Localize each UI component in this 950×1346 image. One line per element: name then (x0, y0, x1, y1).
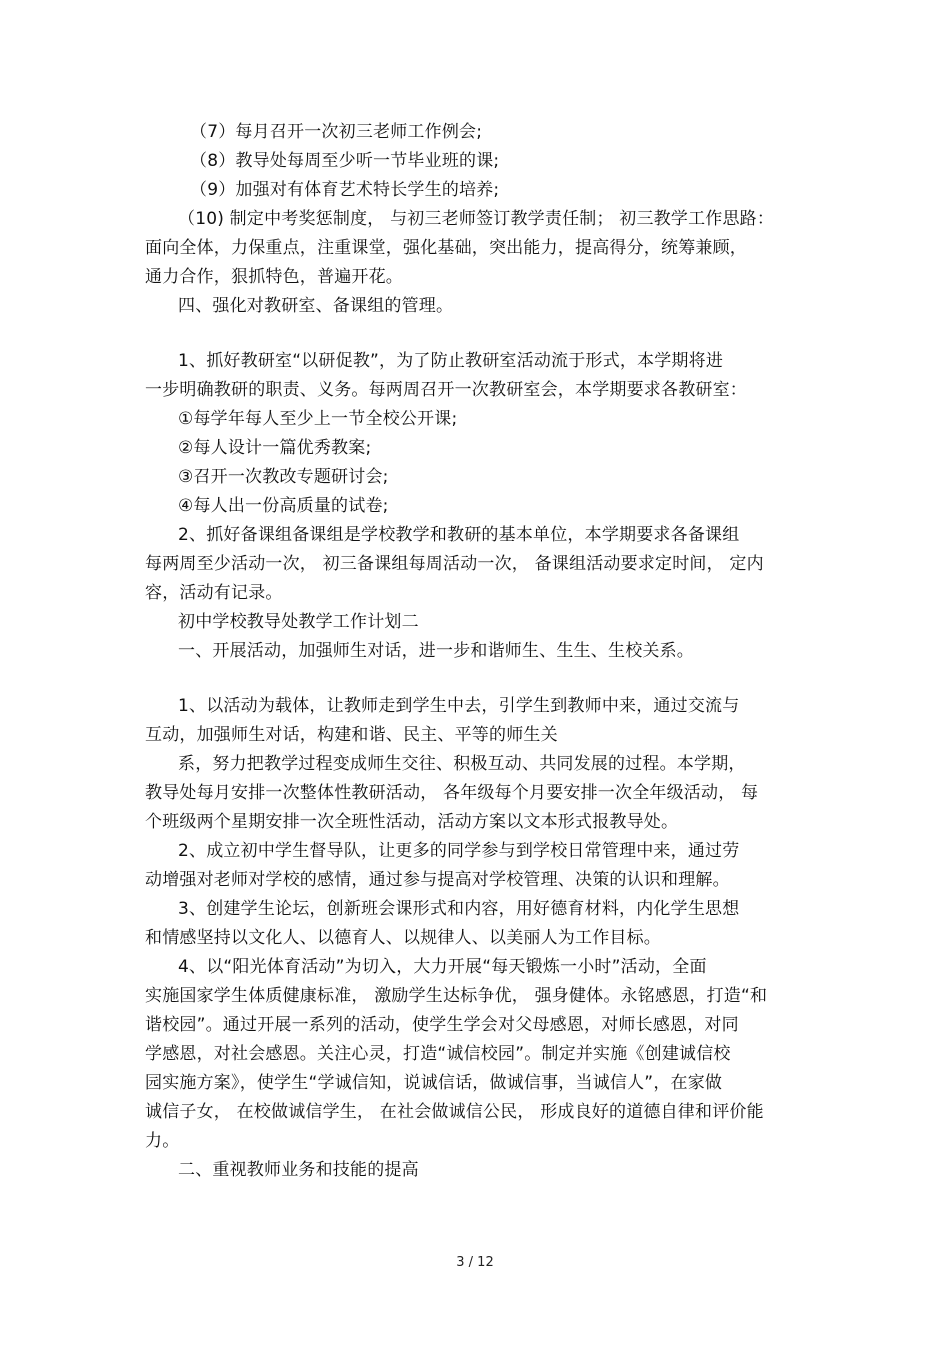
text-line: 个班级两个星期安排一次全班性活动，活动方案以文本形式报教导处。 (145, 812, 679, 832)
section-heading: 二、重视教师业务和技能的提高 (178, 1160, 419, 1180)
text-line: 学感恩，对社会感恩。关注心灵，打造“诚信校园”。制定并实施《创建诚信校 (145, 1044, 731, 1064)
text-line: （10) 制定中考奖惩制度， 与初三老师签订教学责任制； 初三教学工作思路： (178, 209, 775, 229)
text-line: 谐校园”。通过开展一系列的活动，使学生学会对父母感恩，对师长感恩，对同 (145, 1015, 739, 1035)
text-line: ④每人出一份高质量的试卷; (178, 496, 389, 516)
document-title: 初中学校教导处教学工作计划二 (178, 612, 419, 632)
text-line: （9）加强对有体育艺术特长学生的培养; (190, 180, 500, 200)
text-line: 通力合作，狠抓特色，普遍开花。 (145, 267, 403, 287)
text-line: 力。 (145, 1131, 180, 1151)
page-number: 3 / 12 (456, 1255, 494, 1270)
text-line: 4、以“阳光体育活动”为切入，大力开展“每天锻炼一小时”活动，全面 (178, 957, 707, 977)
text-line: 和情感坚持以文化人、以德育人、以规律人、以美丽人为工作目标。 (145, 928, 661, 948)
text-line: ③召开一次教改专题研讨会; (178, 467, 389, 487)
text-line: 园实施方案》，使学生“学诚信知，说诚信话，做诚信事，当诚信人”，在家做 (145, 1073, 723, 1093)
text-line: ②每人设计一篇优秀教案; (178, 438, 372, 458)
text-line: 面向全体，力保重点，注重课堂，强化基础，突出能力，提高得分，统筹兼顾， (145, 238, 747, 258)
text-line: 动增强对老师对学校的感情，通过参与提高对学校管理、决策的认识和理解。 (145, 870, 730, 890)
text-line: 诚信子女， 在校做诚信学生， 在社会做诚信公民， 形成良好的道德自律和评价能 (145, 1102, 764, 1122)
text-line: 3、创建学生论坛，创新班会课形式和内容，用好德育材料，内化学生思想 (178, 899, 740, 919)
text-line: 1、以活动为载体，让教师走到学生中去，引学生到教师中来，通过交流与 (178, 696, 740, 716)
section-heading: 一、开展活动，加强师生对话，进一步和谐师生、生生、生校关系。 (178, 641, 694, 661)
text-line: 一步明确教研的职责、义务。每两周召开一次教研室会，本学期要求各教研室： (145, 380, 747, 400)
text-line: （8）教导处每周至少听一节毕业班的课; (190, 151, 500, 171)
text-line: 1、抓好教研室“以研促教”，为了防止教研室活动流于形式，本学期将进 (178, 351, 724, 371)
section-heading: 四、强化对教研室、备课组的管理。 (178, 296, 454, 316)
text-line: 容，活动有记录。 (145, 583, 283, 603)
text-line: 2、成立初中学生督导队，让更多的同学参与到学校日常管理中来，通过劳 (178, 841, 740, 861)
text-line: （7）每月召开一次初三老师工作例会; (190, 122, 483, 142)
text-line: ①每学年每人至少上一节全校公开课; (178, 409, 458, 429)
text-line: 互动，加强师生对话，构建和谐、民主、平等的师生关 (145, 725, 558, 745)
text-line: 系，努力把教学过程变成师生交往、积极互动、共同发展的过程。本学期， (178, 754, 746, 774)
text-line: 实施国家学生体质健康标准， 激励学生达标争优， 强身健体。永铭感恩，打造“和 (145, 986, 768, 1006)
text-line: 每两周至少活动一次， 初三备课组每周活动一次， 备课组活动要求定时间， 定内 (145, 554, 764, 574)
text-line: 教导处每月安排一次整体性教研活动， 各年级每个月要安排一次全年级活动， 每 (145, 783, 759, 803)
text-line: 2、抓好备课组备课组是学校教学和教研的基本单位，本学期要求各备课组 (178, 525, 740, 545)
